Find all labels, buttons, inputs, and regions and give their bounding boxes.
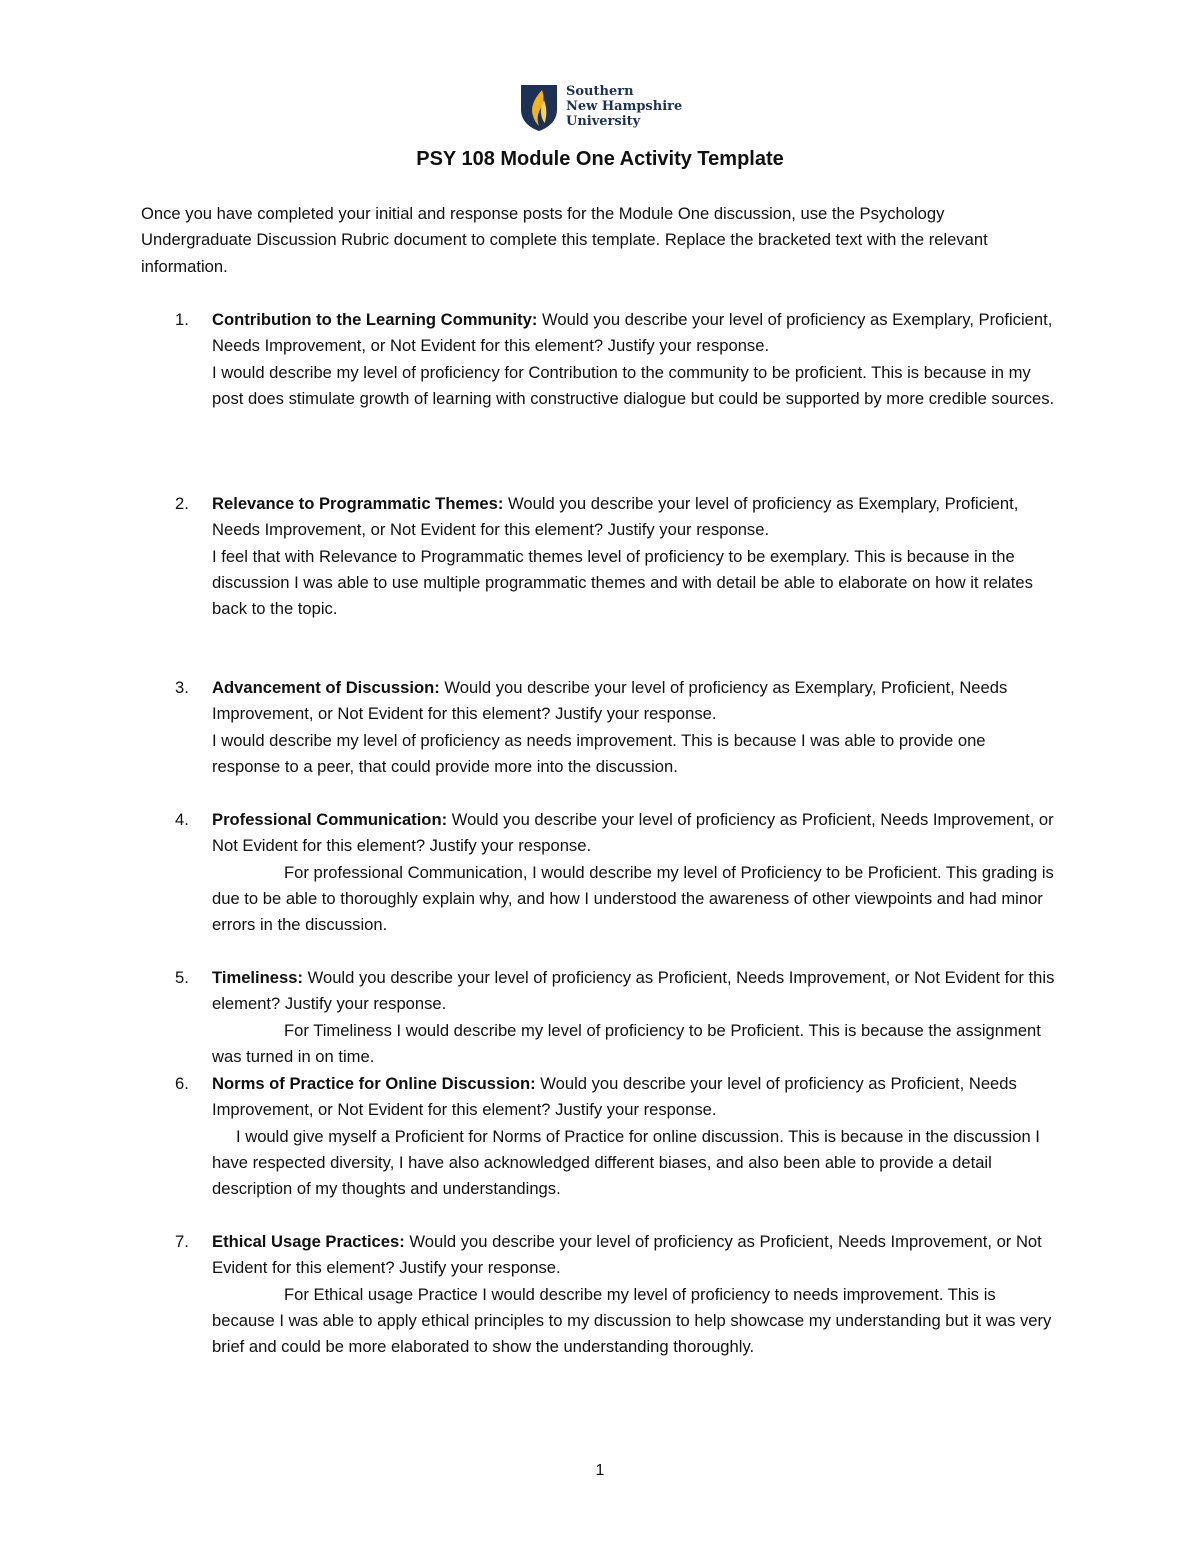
rubric-item-7: [141, 1229, 1061, 1360]
rubric-item-6: [141, 1071, 1061, 1202]
item-answer: I would give myself a Proficient for Norms of Practice for online discussion. This is because in the discussion I have respected diversity, I have also acknowledged different biases, and also been able to provide a detail description of my thoughts and understandings.: [212, 1126, 1040, 1199]
item-answer: For Ethical usage Practice I would describe my level of proficiency to needs improvement. This is because I was able to apply ethical principles to my discussion to help showcase my understanding but it was very brief and could be more elaborated to show the understanding thoroughly.: [212, 1284, 1052, 1357]
item-heading: Ethical Usage Practices:: [212, 1232, 405, 1251]
logo-line-3: University: [566, 114, 641, 129]
item-heading: Norms of Practice for Online Discussion:: [212, 1074, 536, 1093]
item-number: 4.: [175, 810, 189, 829]
university-logo: [520, 84, 682, 132]
logo-line-2: New Hampshire: [566, 99, 683, 114]
item-question: [212, 1229, 1057, 1282]
item-question-text: Would you describe your level of proficiency as Proficient, Needs Improvement, or Not Evident for this element? Justify your response.: [212, 968, 1055, 1014]
item-number: 2.: [175, 494, 189, 513]
item-answer: I would describe my level of proficiency as needs improvement. This is because I was able to provide one response to a peer, that could provide more into the discussion.: [212, 730, 986, 776]
item-question: [212, 965, 1057, 1018]
item-heading: Professional Communication:: [212, 810, 448, 829]
item-answer: I would describe my level of proficiency for Contribution to the community to be proficient. This is because in my post does stimulate growth of learning with constructive dialogue but could be supported by more credible sources.: [212, 362, 1055, 408]
rubric-item-5: [141, 965, 1061, 1070]
rubric-item-2: [141, 491, 1061, 622]
logo-wordmark: [566, 84, 682, 129]
rubric-item-4: [141, 807, 1061, 938]
item-question: [212, 1071, 1057, 1124]
item-heading: Contribution to the Learning Community:: [212, 310, 538, 329]
rubric-item-3: [141, 675, 1061, 780]
item-heading: Advancement of Discussion:: [212, 678, 440, 697]
shield-flame-icon: [520, 84, 558, 132]
item-question-text: Would you describe your level of proficiency as Exemplary, Proficient, Needs Improvement, or Not Evident for this element? Justify your response.: [212, 310, 1053, 356]
logo-line-1: Southern: [566, 84, 634, 99]
document-title: PSY 108 Module One Activity Template: [416, 148, 784, 170]
item-number: 5.: [175, 968, 189, 987]
item-number: 3.: [175, 678, 189, 697]
item-answer: For Timeliness I would describe my level of proficiency to be Proficient. This is because the assignment was turned in on time.: [212, 1020, 1041, 1066]
item-heading: Timeliness:: [212, 968, 303, 987]
intro-paragraph: Once you have completed your initial and response posts for the Module One discussion, use the Psychology Undergraduate Discussion Rubric document to complete this template. Replace the bracketed text with the relevant information.: [141, 204, 988, 276]
page-number: 1: [595, 1462, 605, 1479]
item-question: [212, 307, 1057, 360]
item-answer: I feel that with Relevance to Programmatic themes level of proficiency to be exemplary. This is because in the discussion I was able to use multiple programmatic themes and with detail be able to elaborate on how it relates back to the topic.: [212, 546, 1033, 619]
item-number: 6.: [175, 1074, 189, 1093]
item-question-text: Would you describe your level of proficiency as Proficient, Needs Improvement, or Not Evident for this element? Justify your response.: [212, 1232, 1042, 1278]
rubric-item-1: [141, 307, 1061, 412]
item-question: [212, 675, 1057, 728]
item-question-text: Would you describe your level of proficiency as Proficient, Needs Improvement, or Not Evident for this element? Justify your response.: [212, 810, 1054, 856]
item-question-text: Would you describe your level of proficiency as Exemplary, Proficient, Needs Improvement, or Not Evident for this element? Justify your response.: [212, 678, 1008, 724]
item-heading: Relevance to Programmatic Themes:: [212, 494, 504, 513]
item-question: [212, 807, 1057, 860]
item-number: 1.: [175, 310, 189, 329]
item-question-text: Would you describe your level of proficiency as Proficient, Needs Improvement, or Not Evident for this element? Justify your response.: [212, 1074, 1017, 1120]
item-question-text: Would you describe your level of proficiency as Exemplary, Proficient, Needs Improvement, or Not Evident for this element? Justify your response.: [212, 494, 1019, 540]
item-question: [212, 491, 1057, 544]
item-number: 7.: [175, 1232, 189, 1251]
item-answer: For professional Communication, I would describe my level of Proficiency to be Proficient. This grading is due to be able to thoroughly explain why, and how I understood the awareness of other viewpoints and had minor errors in the discussion.: [212, 862, 1054, 935]
